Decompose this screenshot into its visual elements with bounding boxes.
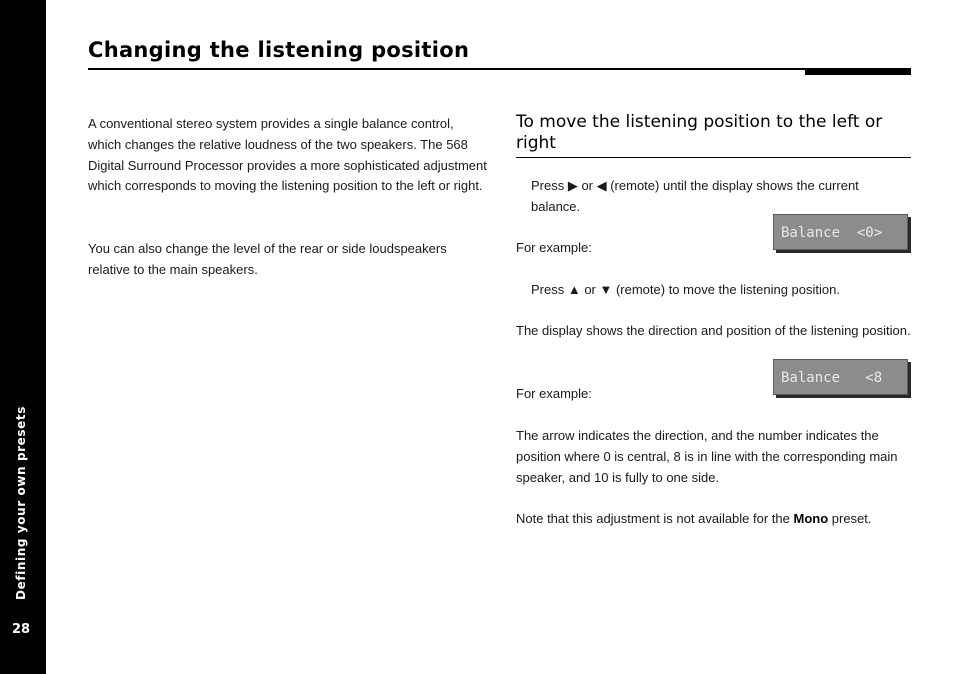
step-press-left-right: Press ▶ or ◀ (remote) until the display shows the current balance. <box>531 178 859 214</box>
title-rule-accent <box>805 68 911 75</box>
note-preset-name: Mono <box>793 511 829 526</box>
subheading-rule <box>516 157 911 158</box>
page-number: 28 <box>12 622 31 637</box>
arrow-explanation: The arrow indicates the direction, and the number indicates the position where 0 is central, 8 is in line with the corresponding main speaker, and 10 is fully to one side. <box>516 428 898 485</box>
note-prefix: Note that this adjustment is not available for the <box>516 511 794 526</box>
section-title: Defining your own presets <box>14 406 28 600</box>
title-rule <box>88 68 911 70</box>
page-title: Changing the listening position <box>88 38 470 62</box>
rear-level-paragraph: You can also change the level of the rear or side loudspeakers relative to the main speakers. <box>88 241 447 277</box>
section-subheading: To move the listening position to the left or right <box>516 112 883 153</box>
mono-note <box>516 509 911 530</box>
step-press-up-down: Press ▲ or ▼ (remote) to move the listening position. <box>531 282 840 297</box>
lcd-display-balance-center: Balance <0> <box>773 214 908 250</box>
intro-paragraph: A conventional stereo system provides a single balance control, which changes the relative loudness of the two speakers. The 568 Digital Surround Processor provides a more sophisticated adjustment which corresponds to moving the listening position to the left or right. <box>88 116 487 194</box>
example-label: For example: <box>516 386 592 401</box>
sidebar <box>0 0 46 674</box>
lcd-display-balance-left: Balance <8 <box>773 359 908 395</box>
note-suffix: preset. <box>828 511 872 526</box>
display-explanation: The display shows the direction and position of the listening position. <box>516 323 911 338</box>
example-label: For example: <box>516 240 592 255</box>
